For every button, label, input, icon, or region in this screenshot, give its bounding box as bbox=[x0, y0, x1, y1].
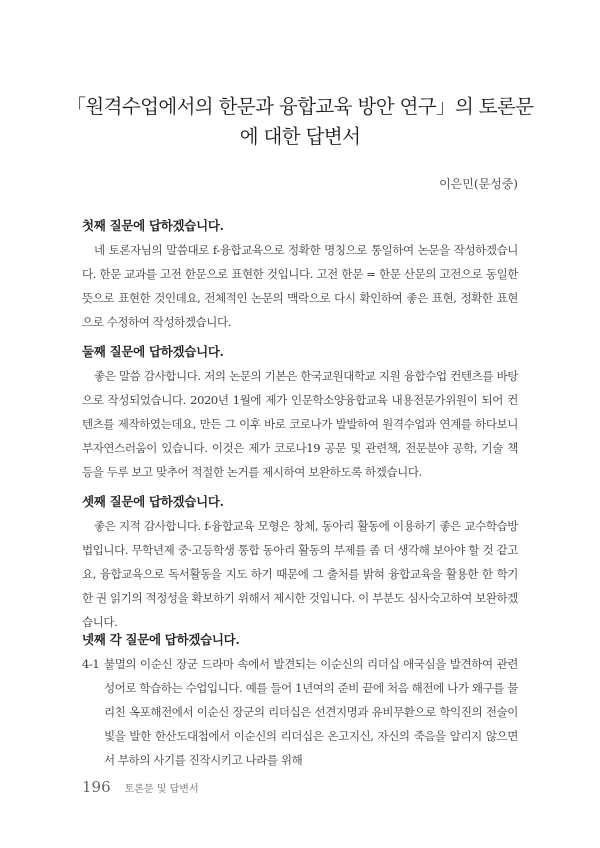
section-heading: 넷째 각 질문에 답하겠습니다. bbox=[82, 632, 240, 647]
list-item bbox=[82, 652, 518, 772]
document-title: 「원격수업에서의 한문과 융합교육 방안 연구」의 토론문에 대한 답변서 bbox=[66, 95, 534, 148]
section-4 bbox=[82, 628, 518, 772]
section-paragraph: 좋은 지적 감사합니다. f-융합교육 모형은 창체, 동아리 활동에 이용하기 좋은 교수학습방법입니다. 무학년제 중·고등학생 통합 동아리 활동의 부제를 좀 더 생각해 보아야 할 것 같고요, 융합교육으로 독서활동을 지도 하기 때문에 그 출처를 밝혀 융합교육을 활용한 한 학기 한 권 읽기의 적정성을 확보하기 위해서 제시한 것입니다. 이 부분도 심사숙고하여 보완하겠습니다. bbox=[82, 519, 518, 629]
section-heading: 셋째 질문에 답하겠습니다. bbox=[82, 494, 224, 509]
section-paragraph: 네 토론자님의 말씀대로 f-융합교육으로 정확한 명칭으로 통일하여 논문을 작성하겠습니다. 한문 교과를 고전 한문으로 표현한 것입니다. 고전 한문 = 한문 산문의 고전으로 동일한 뜻으로 표현한 것인데요, 전체적인 논문의 맥락으로 다시 확인하여 좋은 표현, 정확한 표현으로 수정하여 작성하겠습니다. bbox=[82, 243, 518, 329]
section-heading: 둘째 질문에 답하겠습니다. bbox=[82, 344, 224, 359]
page-number: 196 bbox=[82, 778, 111, 796]
running-title: 토론문 및 답변서 bbox=[124, 784, 199, 795]
section-1 bbox=[82, 214, 518, 334]
section-2 bbox=[82, 340, 518, 484]
author-name: 이은민(문성중) bbox=[439, 177, 518, 191]
section-paragraph: 좋은 말씀 감사합니다. 저의 논문의 기본은 한국교원대학교 지원 융합수업 컨텐츠를 바탕으로 작성되었습니다. 2020년 1월에 제가 인문학소양융합교육 내용전문가위원이 되어 컨텐츠를 제작하였는데요, 만든 그 이후 바로 코로나가 발발하여 원격수업과 연계를 하다보니 부자연스러움이 있습니다. 이것은 제가 코로나19 공문 및 관련책, 전문분야 공학, 기술 책 등을 두루 보고 맞추어 적절한 논거를 제시하여 보완하도록 하겠습니다. bbox=[82, 369, 518, 479]
list-item-text: 불멸의 이순신 장군 드라마 속에서 발견되는 이순신의 리더십 애국심을 발견하여 관련 성어로 학습하는 수업입니다. 예를 들어 1년여의 준비 끝에 처음 해전에 나가 왜구를 물리친 옥포해전에서 이순신 장군의 리더십은 선견지명과 유비무환으로 학익진의 전술이 빛을 발한 한산도대첩에서 이순신의 리더십은 온고지신, 자신의 죽음을 알리지 않으면서 부하의 사기를 진작시키고 나라를 위해 bbox=[104, 657, 518, 767]
section-3 bbox=[82, 490, 518, 634]
page-footer bbox=[82, 778, 199, 796]
section-heading: 첫째 질문에 답하겠습니다. bbox=[82, 218, 224, 233]
list-item-number: 4-1 bbox=[82, 657, 100, 671]
